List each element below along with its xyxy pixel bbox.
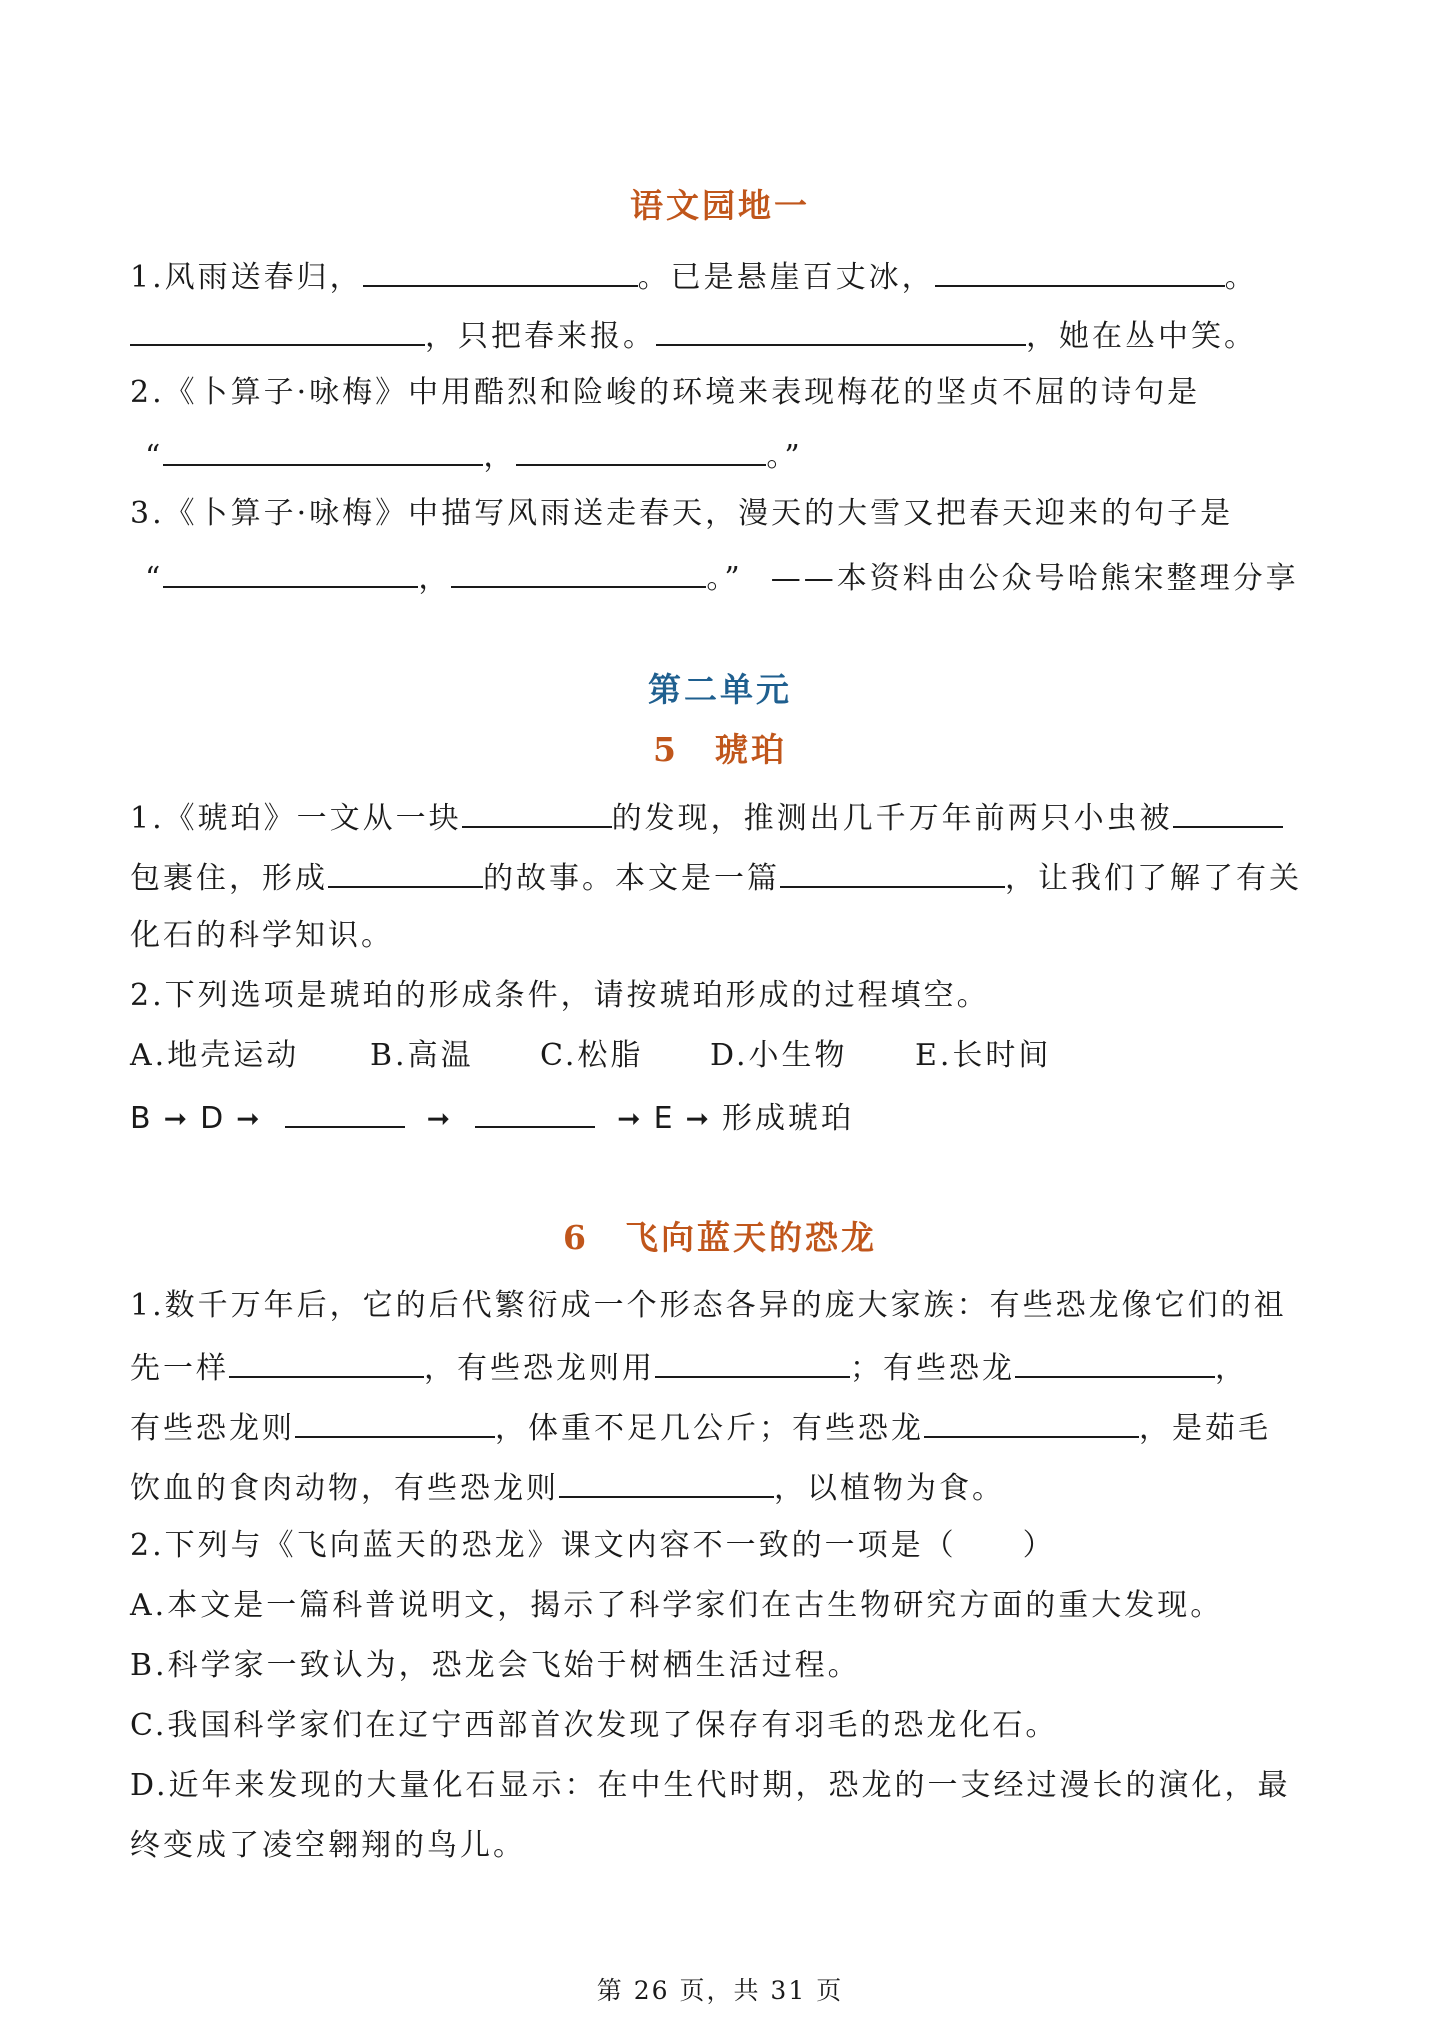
text: A.本文是一篇科普说明文，揭示了科学家们在古生物研究方面的重大发现。 xyxy=(130,1588,1224,1623)
text: 2.下列选项是琥珀的形成条件，请按琥珀形成的过程填空。 xyxy=(130,978,990,1013)
fill-blank[interactable] xyxy=(935,255,1225,287)
fill-blank[interactable] xyxy=(363,255,638,287)
question-line xyxy=(130,255,1320,295)
fill-blank[interactable] xyxy=(475,1096,595,1128)
fill-blank[interactable] xyxy=(163,556,418,588)
fill-blank[interactable] xyxy=(516,434,766,466)
question-line xyxy=(130,796,1320,836)
option-a: A.地壳运动 xyxy=(130,1038,300,1073)
fill-blank[interactable] xyxy=(163,434,483,466)
text: ，只把春来报。 xyxy=(425,319,656,354)
question-line xyxy=(130,916,1320,956)
text: ， xyxy=(418,561,452,596)
text: 化石的科学知识。 xyxy=(130,918,394,953)
option-b: B.高温 xyxy=(370,1038,474,1073)
fill-blank[interactable] xyxy=(1015,1346,1215,1378)
text: ，让我们了解了有关 xyxy=(1005,861,1302,896)
question-line xyxy=(130,494,1320,534)
text: ，是茹毛 xyxy=(1139,1411,1271,1446)
text: ；有些恐龙 xyxy=(850,1351,1015,1386)
fill-blank[interactable] xyxy=(656,314,1026,346)
seq-e: E xyxy=(653,1101,676,1136)
fill-blank[interactable] xyxy=(1173,796,1283,828)
arrow-right-icon: ➞ xyxy=(163,1102,191,1135)
arrow-right-icon: ➞ xyxy=(617,1102,644,1135)
text: ，体重不足几公斤；有些恐龙 xyxy=(495,1411,924,1446)
arrow-right-icon: ➞ xyxy=(685,1102,713,1135)
text: “ xyxy=(145,561,164,596)
unit-title: 第二单元 xyxy=(648,670,792,709)
text: ，有些恐龙则用 xyxy=(424,1351,655,1386)
fill-blank[interactable] xyxy=(924,1406,1139,1438)
text: 的故事。本文是一篇 xyxy=(483,861,780,896)
question-line xyxy=(130,1466,1320,1506)
choice-d-cont xyxy=(130,1826,1320,1866)
seq-b: B xyxy=(130,1101,154,1136)
text: 。” xyxy=(766,439,803,474)
seq-d: D xyxy=(200,1101,227,1136)
question-line xyxy=(130,314,1320,354)
text: B.科学家一致认为，恐龙会飞始于树栖生活过程。 xyxy=(130,1648,861,1683)
text: 终变成了凌空翱翔的鸟儿。 xyxy=(130,1828,526,1863)
arrow-right-icon: ➞ xyxy=(236,1102,263,1135)
choice-a xyxy=(130,1586,1320,1626)
fill-blank[interactable] xyxy=(462,796,612,828)
fill-blank[interactable] xyxy=(285,1096,405,1128)
source-note: ——本资料由公众号哈熊宋整理分享 xyxy=(770,561,1299,596)
question-line xyxy=(130,856,1320,896)
choice-c xyxy=(130,1706,1320,1746)
text: 2.下列与《飞向蓝天的恐龙》课文内容不一致的一项是（ ） xyxy=(130,1528,1056,1563)
text: 2.《卜算子·咏梅》中用酷烈和险峻的环境来表现梅花的坚贞不屈的诗句是 xyxy=(130,375,1201,410)
fill-blank[interactable] xyxy=(328,856,483,888)
text: ， xyxy=(483,439,517,474)
text: 1.数千万年后，它的后代繁衍成一个形态各异的庞大家族：有些恐龙像它们的祖 xyxy=(130,1288,1287,1323)
text: 饮血的食肉动物，有些恐龙则 xyxy=(130,1471,559,1506)
text: ，她在丛中笑。 xyxy=(1026,319,1257,354)
sequence-line xyxy=(130,1096,1320,1136)
question-line xyxy=(130,373,1320,413)
text: 先一样 xyxy=(130,1351,229,1386)
text: D.近年来发现的大量化石显示：在中生代时期，恐龙的一支经过漫长的演化，最 xyxy=(130,1768,1291,1803)
option-d: D.小生物 xyxy=(710,1038,848,1073)
question-line xyxy=(130,1286,1320,1326)
choice-b xyxy=(130,1646,1320,1686)
option-e: E.长时间 xyxy=(915,1038,1052,1073)
section-title: 语文园地一 xyxy=(630,186,810,225)
text: 。 xyxy=(1224,260,1258,295)
question-line xyxy=(130,976,1320,1016)
page-footer: 第 26 页，共 31 页 xyxy=(596,1976,844,2005)
text: 1.风雨送春归， xyxy=(130,260,363,295)
choice-d xyxy=(130,1766,1320,1806)
fill-blank[interactable] xyxy=(655,1346,850,1378)
text: 包裹住，形成 xyxy=(130,861,328,896)
question-line xyxy=(130,1526,1320,1566)
question-line xyxy=(130,1406,1320,1446)
seq-end: 形成琥珀 xyxy=(722,1101,855,1136)
text: C.我国科学家们在辽宁西部首次发现了保存有羽毛的恐龙化石。 xyxy=(130,1708,1059,1743)
text: 的发现，推测出几千万年前两只小虫被 xyxy=(611,801,1173,836)
text: ，以植物为食。 xyxy=(774,1471,1005,1506)
question-line xyxy=(130,1346,1320,1386)
text: 有些恐龙则 xyxy=(130,1411,295,1446)
text: “ xyxy=(145,439,164,474)
fill-blank[interactable] xyxy=(229,1346,424,1378)
text: 1.《琥珀》一文从一块 xyxy=(130,801,462,836)
options-line xyxy=(130,1036,1320,1076)
lesson-title: 5 琥珀 xyxy=(653,730,787,769)
option-c: C.松脂 xyxy=(540,1038,644,1073)
arrow-right-icon: ➞ xyxy=(426,1102,454,1135)
text: 3.《卜算子·咏梅》中描写风雨送走春天，漫天的大雪又把春天迎来的句子是 xyxy=(130,496,1234,531)
answer-line xyxy=(145,556,1335,596)
lesson-title: 6 飞向蓝天的恐龙 xyxy=(563,1218,877,1257)
fill-blank[interactable] xyxy=(130,314,425,346)
fill-blank[interactable] xyxy=(559,1466,774,1498)
answer-line xyxy=(145,434,1335,474)
text: 。” xyxy=(706,561,743,596)
fill-blank[interactable] xyxy=(295,1406,495,1438)
fill-blank[interactable] xyxy=(780,856,1005,888)
fill-blank[interactable] xyxy=(451,556,706,588)
text: 。已是悬崖百丈冰， xyxy=(637,260,935,295)
text: ， xyxy=(1215,1351,1248,1386)
